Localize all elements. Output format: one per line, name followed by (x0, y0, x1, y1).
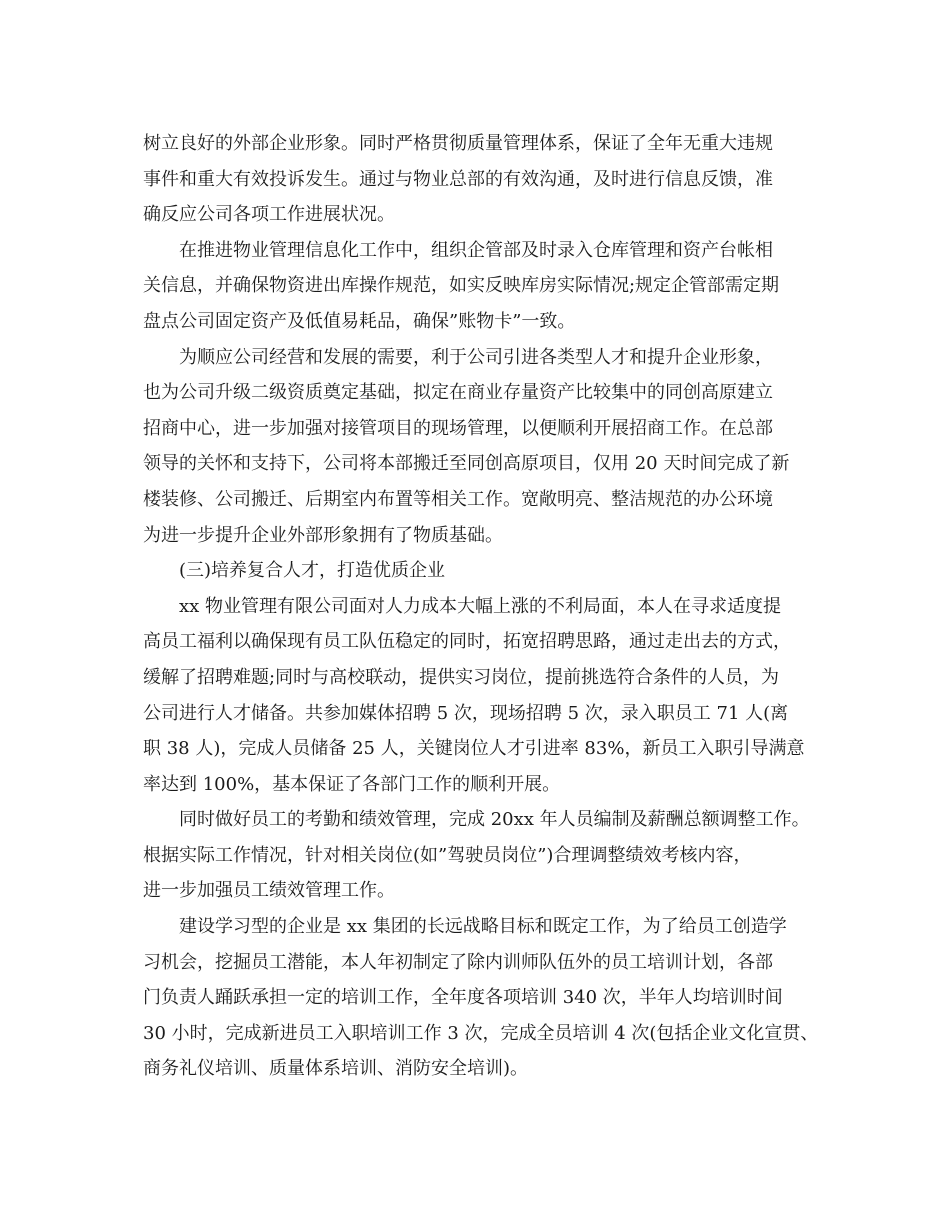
document-body (143, 126, 833, 1087)
paragraph-first-line: 为顺应公司经营和发展的需要，利于公司引进各类型人才和提升企业形象， (179, 346, 773, 368)
paragraph-line: 门负责人踊跃承担一定的培训工作，全年度各项培训 340 次，半年人均培训时间 (143, 987, 783, 1009)
paragraph-first-line: 同时做好员工的考勤和绩效管理，完成 20xx 年人员编制及薪酬总额调整工作。 (179, 809, 810, 831)
paragraph-first-line: 建设学习型的企业是 xx 集团的长远战略目标和既定工作，为了给员工创造学 (179, 916, 787, 938)
paragraph-line: 树立良好的外部企业形象。同时严格贯彻质量管理体系，保证了全年无重大违规 (143, 133, 773, 154)
paragraph-line: 缓解了招聘难题;同时与高校联动，提供实习岗位，提前挑选符合条件的人员，为 (143, 666, 780, 688)
paragraph-line: 进一步加强员工绩效管理工作。 (143, 880, 395, 902)
paragraph-line: 高员工福利以确保现有员工队伍稳定的同时，拓宽招聘思路，通过走出去的方式， (143, 631, 791, 653)
paragraph-line: 根据实际工作情况，针对相关岗位(如”驾驶员岗位”)合理调整绩效考核内容， (143, 844, 752, 866)
paragraph-line: 也为公司升级二级资质奠定基础，拟定在商业存量资产比较集中的同创高原建立 (143, 382, 773, 404)
paragraph-line: 招商中心，进一步加强对接管项目的现场管理，以便顺利开展招商工作。在总部 (143, 417, 773, 439)
paragraph-first-line: xx 物业管理有限公司面对人力成本大幅上涨的不利局面，本人在寻求适度提 (179, 595, 782, 617)
paragraph-line: 30 小时，完成新进员工入职培训工作 3 次，完成全员培训 4 次(包括企业文化宣贯、 (143, 1022, 819, 1044)
paragraph-line: 职 38 人)，完成人员储备 25 人，关键岗位人才引进率 83%，新员工入职引导满意 (143, 738, 805, 760)
paragraph-line: 领导的关怀和支持下，公司将本部搬迁至同创高原项目，仅用 20 天时间完成了新 (143, 453, 790, 475)
paragraph-first-line: 在推进物业管理信息化工作中，组织企管部及时录入仓库管理和资产台帐相 (179, 239, 773, 261)
paragraph-line: 为进一步提升企业外部形象拥有了物质基础。 (143, 524, 503, 546)
paragraph-line: 盘点公司固定资产及低值易耗品，确保”账物卡”一致。 (143, 310, 576, 332)
paragraph-line: 确反应公司各项工作进展状况。 (143, 204, 395, 226)
paragraph-line: 率达到 100%，基本保证了各部门工作的顺利开展。 (143, 773, 561, 795)
paragraph-line: 楼装修、公司搬迁、后期室内布置等相关工作。宽敞明亮、整洁规范的办公环境 (143, 488, 773, 510)
paragraph-line: 关信息，并确保物资进出库操作规范，如实反映库房实际情况;规定企管部需定期 (143, 275, 780, 297)
paragraph-line: 事件和重大有效投诉发生。通过与物业总部的有效沟通，及时进行信息反馈，准 (143, 168, 773, 190)
paragraph-line: 公司进行人才储备。共参加媒体招聘 5 次，现场招聘 5 次，录入职员工 71 人(离 (143, 702, 789, 724)
paragraph-line: 商务礼仪培训、质量体系培训、消防安全培训)。 (143, 1058, 529, 1080)
paragraph-line: 习机会，挖掘员工潜能，本人年初制定了除内训师队伍外的员工培训计划，各部 (143, 951, 773, 973)
paragraph-first-line: (三)培养复合人才，打造优质企业 (179, 560, 446, 582)
